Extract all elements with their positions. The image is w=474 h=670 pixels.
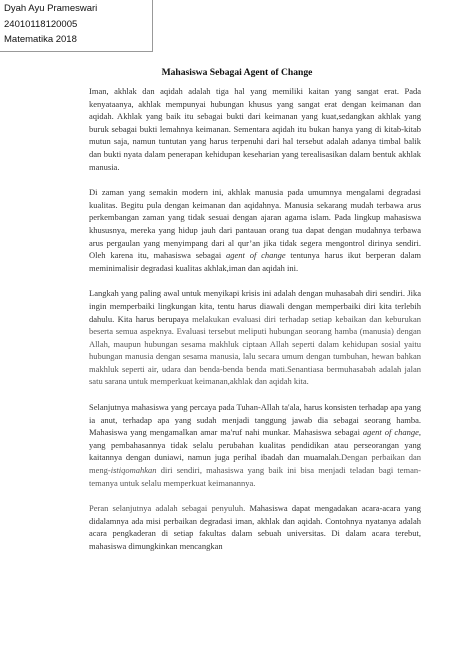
paragraph-text: Langkah yang paling awal untuk menyikapi krisis ini adalah dengan muhasabah diri sendiri. Jika ingin memperbaiki lingkungan kita, tentu harus diawali dengan memperbaiki diri kita terlebih dahulu. Kita harus berupaya: [89, 288, 421, 324]
paragraph-text: Iman, akhlak dan aqidah adalah tiga hal yang memiliki kaitan yang sangat erat. Pada kenyataanya, akhlak mempunyai hubungan khusus yang sangat erat dengan keimanan dan aqidah. Akhlak yang baik itu sebagai bukti dari keimanan yang kuat,sedangkan akhlak yang buruk sebagai bukti lemahnya keimanan. Sementara aqidah itu bukan hanya yang di kitab-kitab mutun saja, namun tuntutan yang harus terpenuhi dari hal tersebut adalah adanya timbal balik dan bukti nyata dalam penerapan kehidupan keseharian yang terealisasikan dalam bentuk akhlak manusia.: [89, 86, 421, 172]
document-title: Mahasiswa Sebagai Agent of Change: [161, 67, 313, 78]
document-body: [89, 85, 421, 566]
author-info-box: [0, 0, 153, 52]
student-id: 24010118120005: [4, 18, 78, 30]
body-paragraph: [89, 85, 421, 173]
body-paragraph: [89, 287, 421, 388]
paragraph-text: Mahasiswa dapat mengadakan acara-acara yang didalamnya ada misi perbaikan degradasi iman, akhlak dan aqidah. Contohnya nyatanya adalah acara pengkaderan di setiap fakultas dalam sebuah universitas. Di dalam acara terebut, mahasiswa dimungkinkan mencangkan: [89, 503, 421, 551]
body-paragraph: [89, 502, 421, 552]
paragraph-text: Peran selanjutnya adalah sebagai penyuluh.: [89, 503, 250, 514]
paragraph-text: tentunya harus ikut berperan dalam meminimalisir degradasi kualitas akhlak,iman dan aqidah ini.: [89, 250, 421, 273]
italic-text: agent of change: [362, 427, 419, 438]
paragraph-text: diri sendiri, mahasiswa yang baik ini bisa menjadi teladan bagi teman-temanya untuk selalu memperkuat keimanannya.: [89, 465, 421, 488]
body-paragraph: [89, 401, 421, 489]
italic-text: istiqomahkan: [110, 465, 157, 476]
body-paragraph: [89, 186, 421, 274]
paragraph-text: Dengan perbaikan dan meng-: [89, 452, 422, 476]
author-name: Dyah Ayu Prameswari: [4, 3, 98, 14]
paragraph-text: melakukan evaluasi diri terhadap setiap kebaikan dan keburukan beserta semua aspeknya. Evaluasi tersebut meliputi hubungan seorang hamba (manusia) dengan Allah, maupun hubungan sesama makhluk ciptaan Allah seperti dalam kehidupan sosial yaitu hubungan manusia dengan sesama manusia, lalu secara umum dengan tumbuhan, hewan bahkan makhluk seperti air, udara dan benda-benda benda mati.: [89, 313, 421, 374]
study-program: Matematika 2018: [4, 34, 77, 46]
paragraph-text: , yang pembahasannya tidak selalu perubahan kualitas pendidikan atau perseorangan yang kaitannya dengan duniawi, namun juga perihal ibadah dan muamalah.: [89, 427, 421, 463]
paragraph-text: Selanjutnya mahasiswa yang percaya pada Tuhan-Allah ta'ala, harus konsisten terhadap apa yang ia anut, terhadap apa yang sudah menjadi tanggung jawab dia sebagai seorang hamba. Mahasiswa yang mengamalkan amar ma'ruf nahi munkar. Mahasiswa sebagai: [89, 402, 421, 438]
paragraph-text: Di zaman yang semakin modern ini, akhlak manusia pada umumnya mengalami degradasi kualitas. Begitu pula dengan keimanan dan aqidahnya. Manusia sekarang mudah terbawa arus perkembangan zaman yang tidak sesuai dengan ajaran agama islam. Pada lingkup mahasiswa khususnya, mereka yang hidup jauh dari pantauan orang tua dapat dengan mudahnya terbawa arus pergaulan yang menyimpang dari al qur’an jika tidak segera mengontrol dirinya sendiri. Oleh karena itu, mahasiswa sebagai: [89, 187, 421, 261]
italic-text: agent of change: [226, 250, 286, 261]
paragraph-text: Senantiasa bermuhasabah adalah jalan satu sarana untuk memperkuat keimanan,akhlak dan aqidah kita.: [89, 363, 421, 387]
